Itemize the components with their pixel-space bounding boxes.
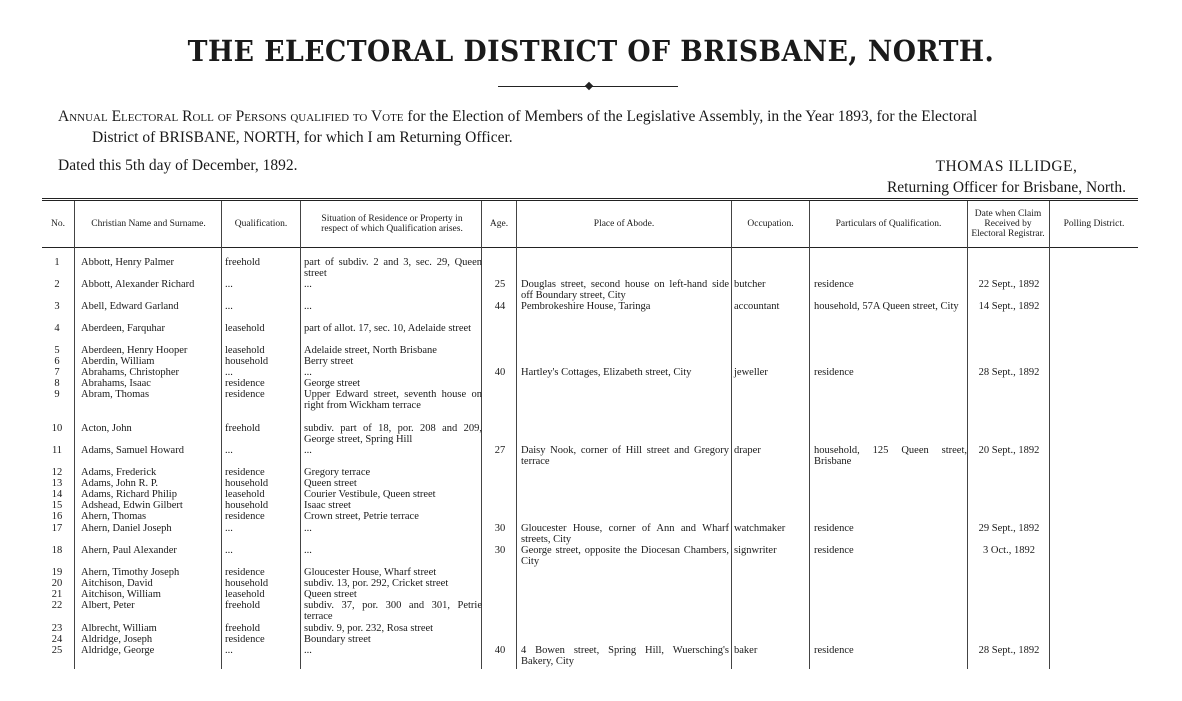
cell-no: 20	[51, 578, 63, 589]
table-top-rule	[42, 198, 1138, 199]
page-title: THE ELECTORAL DISTRICT OF BRISBANE, NORTH.	[187, 34, 995, 68]
cell-name: Adshead, Edwin Gilbert	[81, 500, 183, 511]
cell-no: 14	[51, 489, 63, 500]
cell-sit: Gregory terrace	[304, 467, 371, 478]
table-row	[42, 279, 1138, 301]
table-row	[42, 302, 1138, 315]
cell-date: 22 Sept., 1892	[978, 279, 1040, 290]
cell-name: Aberdin, William	[81, 356, 155, 367]
cell-sit: Crown street, Petrie terrace	[304, 511, 419, 522]
cell-age: 44	[494, 301, 506, 312]
cell-name: Adams, John R. P.	[81, 478, 159, 489]
cell-no: 3	[54, 301, 60, 312]
cell-qual: residence	[225, 378, 265, 389]
cell-no: 6	[54, 356, 60, 367]
cell-name: Albert, Peter	[81, 600, 135, 611]
cell-sit: Courier Vestibule, Queen street	[304, 489, 436, 500]
cell-name: Abrahams, Isaac	[81, 378, 151, 389]
cell-sit: subdiv. 9, por. 232, Rosa street	[304, 623, 434, 634]
cell-sit: ...	[304, 279, 312, 290]
cell-occ: baker	[734, 645, 758, 656]
cell-qual: ...	[225, 279, 233, 290]
cell-qual: leasehold	[225, 323, 265, 334]
officer-name: THOMAS ILLIDGE,	[935, 158, 1078, 175]
cell-name: Adams, Samuel Howard	[81, 445, 184, 456]
cell-qual: residence	[225, 467, 265, 478]
cell-qual: residence	[225, 567, 265, 578]
cell-sit: ...	[304, 645, 312, 656]
cell-occ: jeweller	[734, 367, 768, 378]
cell-no: 11	[51, 445, 63, 456]
cell-occ: draper	[734, 445, 761, 456]
cell-name: Abrahams, Christopher	[81, 367, 179, 378]
cell-abode: Gloucester House, corner of Ann and Wharf streets, City	[521, 523, 729, 545]
cell-sit: ...	[304, 445, 312, 456]
cell-name: Abram, Thomas	[81, 389, 150, 400]
cell-no: 17	[51, 523, 63, 534]
cell-age: 40	[494, 645, 506, 656]
cell-sit: subdiv. 13, por. 292, Cricket street	[304, 578, 449, 589]
cell-name: Aldridge, George	[81, 645, 155, 656]
cell-occ: signwriter	[734, 545, 777, 556]
cell-name: Abbott, Henry Palmer	[81, 257, 175, 268]
cell-qual: freehold	[225, 257, 260, 268]
cell-sit: George street	[304, 378, 361, 389]
table-header-rule	[42, 247, 1138, 248]
cell-date: 28 Sept., 1892	[978, 367, 1040, 378]
cell-qual: ...	[225, 367, 233, 378]
cell-sit: Boundary street	[304, 634, 371, 645]
cell-name: Albrecht, William	[81, 623, 157, 634]
cell-name: Adams, Richard Philip	[81, 489, 177, 500]
cell-qual: household	[225, 578, 269, 589]
cell-sit: Queen street	[304, 478, 357, 489]
cell-part: residence	[814, 523, 854, 534]
cell-sit: Isaac street	[304, 500, 351, 511]
cell-name: Ahern, Paul Alexander	[81, 545, 177, 556]
cell-name: Ahern, Daniel Joseph	[81, 523, 172, 534]
cell-abode: Pembrokeshire House, Taringa	[521, 301, 651, 312]
cell-sit: Berry street	[304, 356, 354, 367]
cell-age: 27	[494, 445, 506, 456]
cell-sit: Gloucester House, Wharf street	[304, 567, 437, 578]
cell-no: 22	[51, 600, 63, 611]
cell-qual: ...	[225, 445, 233, 456]
cell-no: 7	[54, 367, 60, 378]
cell-no: 18	[51, 545, 63, 556]
cell-part: residence	[814, 279, 854, 290]
col-header-date: Date when Claim Received by Electoral Registrar.	[971, 209, 1045, 239]
col-header-particulars: Particulars of Qualification.	[835, 219, 942, 229]
cell-no: 24	[51, 634, 63, 645]
cell-qual: freehold	[225, 623, 260, 634]
col-header-occupation: Occupation.	[747, 219, 794, 229]
cell-date: 20 Sept., 1892	[978, 445, 1040, 456]
col-header-age: Age.	[489, 219, 509, 229]
cell-sit: subdiv. part of 18, por. 208 and 209, George street, Spring Hill	[304, 423, 482, 445]
cell-abode: Hartley's Cottages, Elizabeth street, City	[521, 367, 692, 378]
cell-age: 25	[494, 279, 506, 290]
cell-abode: 4 Bowen street, Spring Hill, Wuersching's Bakery, City	[521, 645, 729, 667]
cell-date: 29 Sept., 1892	[978, 523, 1040, 534]
cell-sit: part of allot. 17, sec. 10, Adelaide street	[304, 323, 472, 334]
cell-abode: George street, opposite the Diocesan Chambers, City	[521, 545, 729, 567]
cell-occ: butcher	[734, 279, 766, 290]
cell-no: 21	[51, 589, 63, 600]
cell-date: 14 Sept., 1892	[978, 301, 1040, 312]
intro-paragraph	[58, 106, 1130, 148]
cell-qual: leasehold	[225, 345, 265, 356]
cell-qual: freehold	[225, 423, 260, 434]
cell-age: 40	[494, 367, 506, 378]
cell-sit: ...	[304, 301, 312, 312]
cell-no: 19	[51, 567, 63, 578]
cell-no: 12	[51, 467, 63, 478]
cell-sit: Queen street	[304, 589, 357, 600]
intro-line2: District of BRISBANE, NORTH, for which I am Returning Officer.	[92, 129, 513, 146]
cell-qual: leasehold	[225, 589, 265, 600]
divider-ornament	[585, 82, 593, 90]
cell-date: 3 Oct., 1892	[983, 545, 1035, 556]
col-header-no: No.	[51, 219, 65, 229]
cell-name: Acton, John	[81, 423, 132, 434]
cell-name: Aldridge, Joseph	[81, 634, 153, 645]
table-row	[42, 445, 1138, 467]
cell-part: household, 57A Queen street, City	[814, 301, 959, 312]
col-header-situation: Situation of Residence or Property in respect of which Qualification arises.	[321, 214, 463, 234]
cell-no: 23	[51, 623, 63, 634]
cell-qual: household	[225, 500, 269, 511]
table-row	[42, 324, 1138, 337]
cell-no: 4	[54, 323, 60, 334]
cell-qual: ...	[225, 645, 233, 656]
cell-occ: accountant	[734, 301, 780, 312]
table-row	[42, 545, 1138, 567]
table-row	[42, 423, 1138, 445]
cell-part: household, 125 Queen street, Brisbane	[814, 445, 967, 467]
cell-qual: residence	[225, 634, 265, 645]
cell-qual: ...	[225, 545, 233, 556]
cell-qual: household	[225, 478, 269, 489]
cell-name: Aberdeen, Henry Hooper	[81, 345, 188, 356]
cell-qual: household	[225, 356, 269, 367]
cell-name: Aitchison, David	[81, 578, 153, 589]
cell-no: 10	[51, 423, 63, 434]
cell-no: 5	[54, 345, 60, 356]
cell-occ: watchmaker	[734, 523, 786, 534]
cell-qual: ...	[225, 523, 233, 534]
cell-sit: ...	[304, 545, 312, 556]
cell-sit: part of subdiv. 2 and 3, sec. 29, Queen street	[304, 257, 482, 279]
cell-sit: subdiv. 37, por. 300 and 301, Petrie terrace	[304, 600, 482, 622]
cell-sit: Upper Edward street, seventh house on right from Wickham terrace	[304, 389, 482, 411]
table-row	[42, 600, 1138, 622]
cell-age: 30	[494, 545, 506, 556]
cell-part: residence	[814, 367, 854, 378]
cell-abode: Douglas street, second house on left-hand side off Boundary street, City	[521, 279, 729, 301]
col-header-abode: Place of Abode.	[593, 219, 655, 229]
cell-date: 28 Sept., 1892	[978, 645, 1040, 656]
cell-qual: residence	[225, 389, 265, 400]
cell-name: Abell, Edward Garland	[81, 301, 179, 312]
col-header-polling: Polling District.	[1063, 219, 1125, 229]
cell-sit: ...	[304, 523, 312, 534]
cell-qual: freehold	[225, 600, 260, 611]
intro-lead: Annual Electoral Roll of Persons qualified to Vote	[58, 108, 404, 125]
cell-part: residence	[814, 545, 854, 556]
returning-officer	[887, 156, 1126, 198]
cell-name: Adams, Frederick	[81, 467, 157, 478]
cell-name: Aberdeen, Farquhar	[81, 323, 165, 334]
cell-name: Abbott, Alexander Richard	[81, 279, 195, 290]
table-row	[42, 257, 1138, 279]
cell-no: 8	[54, 378, 60, 389]
cell-sit: ...	[304, 367, 312, 378]
cell-sit: Adelaide street, North Brisbane	[304, 345, 437, 356]
table-row	[42, 523, 1138, 545]
cell-name: Ahern, Thomas	[81, 511, 147, 522]
cell-name: Ahern, Timothy Joseph	[81, 567, 180, 578]
cell-no: 2	[54, 279, 60, 290]
table-row	[42, 389, 1138, 411]
cell-name: Aitchison, William	[81, 589, 161, 600]
intro-line1: for the Election of Members of the Legislative Assembly, in the Year 1893, for the Electoral	[403, 108, 978, 125]
cell-age: 30	[494, 523, 506, 534]
dated-line: Dated this 5th day of December, 1892.	[58, 157, 298, 174]
officer-role: Returning Officer for Brisbane, North.	[886, 179, 1126, 196]
cell-no: 9	[54, 389, 60, 400]
cell-no: 16	[51, 511, 63, 522]
cell-no: 15	[51, 500, 63, 511]
cell-qual: leasehold	[225, 489, 265, 500]
cell-abode: Daisy Nook, corner of Hill street and Gregory terrace	[521, 445, 729, 467]
cell-part: residence	[814, 645, 854, 656]
cell-qual: residence	[225, 511, 265, 522]
cell-no: 1	[54, 257, 60, 268]
cell-no: 25	[51, 645, 63, 656]
cell-no: 13	[51, 478, 63, 489]
cell-qual: ...	[225, 301, 233, 312]
table-row	[42, 645, 1138, 667]
col-header-name: Christian Name and Surname.	[91, 219, 206, 229]
col-header-qualification: Qualification.	[234, 219, 288, 229]
